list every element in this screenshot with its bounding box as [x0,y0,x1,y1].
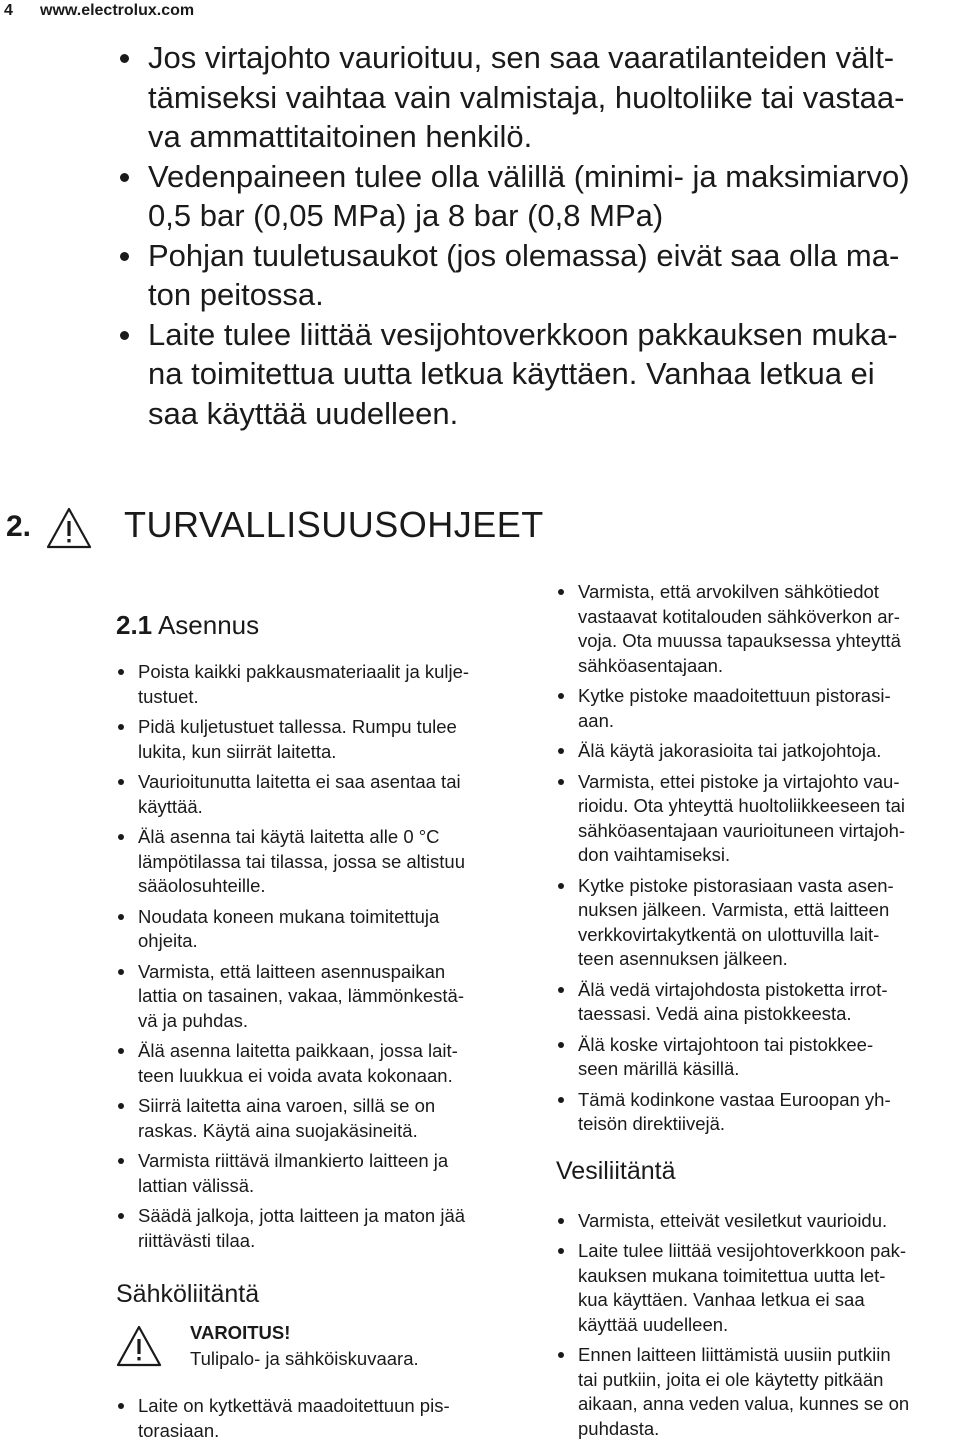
list-item-line: ohjeita. [138,930,198,951]
asennus-title: Asennus [157,610,260,640]
list-item [118,38,938,157]
list-item [116,960,536,1034]
list-item [556,684,960,733]
list-item-line: Varmista, että arvokilven sähkötiedot [578,581,879,602]
list-item [116,660,536,709]
list-item-line: käyttää uudelleen. [578,1313,729,1335]
list-item-line: vä ja puhdas. [138,1009,249,1031]
list-item [116,1094,536,1143]
list-item-line: raskas. Käytä aina suojakäsineitä. [138,1119,418,1141]
list-item-line: lämpötilassa tai tilassa, jossa se altistuu [138,850,465,872]
list-item-line: vastaavat kotitalouden sähköverkon ar- [578,605,900,627]
list-item [556,739,960,764]
list-item-line: na toimitettua uutta letkua käyttäen. Vanhaa letkua ei [148,356,875,391]
list-item-line: Vedenpaineen tulee olla välillä (minimi- ja maksimiarvo) [148,158,910,194]
list-item-line: tämiseksi vaihtaa vain valmistaja, huoltoliike tai vastaa- [148,79,905,115]
list-item-line: aikaan, anna veden valua, kunnes se on [578,1393,910,1414]
list-item-line: riittävästi tilaa. [138,1229,256,1251]
list-item [118,236,938,315]
list-item-line: kauksen mukana toimitettua uutta let- [578,1264,886,1286]
list-item [556,978,960,1027]
list-item-line: Kytke pistoke pistorasiaan vasta asen- [578,874,894,896]
list-item [116,770,536,819]
list-item-line: Ennen laitteen liittämistä uusiin putkiin [578,1344,891,1365]
list-item-line: Älä asenna tai käytä laitetta alle 0 °C [138,826,440,847]
list-item [116,1149,536,1198]
list-item-line: puhdasta. [578,1417,660,1439]
list-item-line: sähköasentajaan. [578,654,724,676]
list-item-line: teen luukkua ei voida avata kokonaan. [138,1064,453,1086]
list-item-line: Varmista, etteivät vesiletkut vaurioidu. [578,1209,888,1231]
list-item-line: Noudata koneen mukana toimitettuja [138,905,440,927]
list-item-line: aan. [578,709,615,731]
left-column [116,608,536,1259]
asennus-heading [116,608,536,642]
list-item-line: tustuet. [138,685,199,707]
list-item-line: Varmista riittävä ilmankierto laitteen ja [138,1150,449,1171]
list-item-line: Älä vedä virtajohdosta pistoketta irrot- [578,978,888,1000]
list-item-line: ton peitossa. [148,277,324,312]
list-item-line: sääolosuhteille. [138,875,266,896]
list-item-line: seen märillä käsillä. [578,1058,740,1079]
list-item [116,1204,536,1253]
vesi-heading: Vesiliitäntä [556,1156,676,1185]
right-column [556,580,960,1447]
list-item-line: tai putkiin, joita ei ole käytetty pitkään [578,1368,884,1390]
page-number: 4 [4,2,13,19]
top-bullet-list [118,38,938,433]
list-item-line: voja. Ota muussa tapauksessa yhteyttä [578,630,901,651]
list-item-line: Laite tulee liittää vesijohtoverkkoon pak- [578,1240,907,1261]
list-item-line: Siirrä laitetta aina varoen, sillä se on [138,1095,436,1116]
list-item-line: rioidu. Ota yhteyttä huoltoliikkeeseen tai [578,795,906,816]
list-item-line: lattia on tasainen, vakaa, lämmönkestä- [138,985,464,1006]
list-item-line: Varmista, että laitteen asennuspaikan [138,960,446,982]
list-item-line: Älä käytä jakorasioita tai jatkojohtoja. [578,740,882,761]
list-item-line: lukita, kun siirrät laitetta. [138,740,337,762]
asennus-number: 2.1 [116,610,153,640]
list-item-line: Vaurioitunutta laitetta ei saa asentaa tai [138,771,461,792]
sahko-heading: Sähköliitäntä [116,1280,260,1308]
list-item-line: nuksen jälkeen. Varmista, että laitteen [578,899,890,920]
list-item [556,1239,960,1337]
list-item-line: Jos virtajohto vaurioituu, sen saa vaaratilanteiden vält- [148,40,895,75]
list-item-line: Pidä kuljetustuet tallessa. Rumpu tulee [138,716,457,737]
list-item [116,905,536,954]
sahko-list [116,1394,536,1449]
list-item [118,315,938,434]
list-item [556,1343,960,1441]
list-item [556,874,960,972]
section-number: 2. [6,510,32,543]
list-item-line: Laite tulee liittää vesijohtoverkkoon pakkauksen muka- [148,316,898,352]
list-item [116,715,536,764]
list-item-line: teen asennuksen jälkeen. [578,948,788,969]
list-item [116,1394,536,1443]
sahko-continued-list [556,580,960,1137]
list-item [556,1209,960,1234]
warning-triangle-icon [116,1324,162,1368]
list-item-line: verkkovirtakytkentä on ulottuvilla lait- [578,923,880,945]
section-title: TURVALLISUUSOHJEET [124,504,544,545]
vesi-list [556,1209,960,1442]
list-item-line: Varmista, ettei pistoke ja virtajohto vau- [578,770,900,792]
list-item-line: Älä koske virtajohtoon tai pistokkee- [578,1033,874,1055]
list-item-line: kua käyttäen. Vanhaa letkua ei saa [578,1289,865,1310]
list-item [116,825,536,899]
list-item-line: Poista kaikki pakkausmateriaalit ja kulje- [138,661,470,682]
list-item-line: sähköasentajaan vaurioituneen virtajoh- [578,819,906,841]
list-item [116,1039,536,1088]
list-item-line: Laite on kytkettävä maadoitettuun pis- [138,1395,450,1416]
list-item-line: 0,5 bar (0,05 MPa) ja 8 bar (0,8 MPa) [148,198,664,233]
list-item [556,1033,960,1082]
warning-triangle-icon [46,506,92,550]
asennus-list [116,660,536,1253]
header-url: www.electrolux.com [40,2,195,19]
list-item [556,1088,960,1137]
list-item-line: Säädä jalkoja, jotta laitteen ja maton jää [138,1205,466,1226]
list-item-line: Pohjan tuuletusaukot (jos olemassa) eivät saa olla ma- [148,237,900,273]
warning-title: VAROITUS! [190,1322,291,1343]
list-item-line: lattian välissä. [138,1174,255,1196]
list-item [556,580,960,678]
list-item-line: taessasi. Vedä aina pistokkeesta. [578,1003,852,1024]
list-item-line: käyttää. [138,795,203,817]
list-item [118,157,938,236]
list-item-line: Älä asenna laitetta paikkaan, jossa lait- [138,1040,458,1061]
list-item-line: don vaihtamiseksi. [578,844,731,865]
list-item-line: saa käyttää uudelleen. [148,395,459,431]
list-item-line: Tämä kodinkone vastaa Euroopan yh- [578,1088,891,1110]
warning-box [116,1322,536,1382]
list-item-line: torasiaan. [138,1419,220,1441]
list-item-line: Kytke pistoke maadoitettuun pistorasi- [578,685,891,706]
list-item-line: teisön direktiivejä. [578,1113,726,1134]
list-item-line: va ammattitaitoinen henkilö. [148,119,533,154]
list-item [556,770,960,868]
warning-text: Tulipalo- ja sähköiskuvaara. [190,1348,419,1369]
